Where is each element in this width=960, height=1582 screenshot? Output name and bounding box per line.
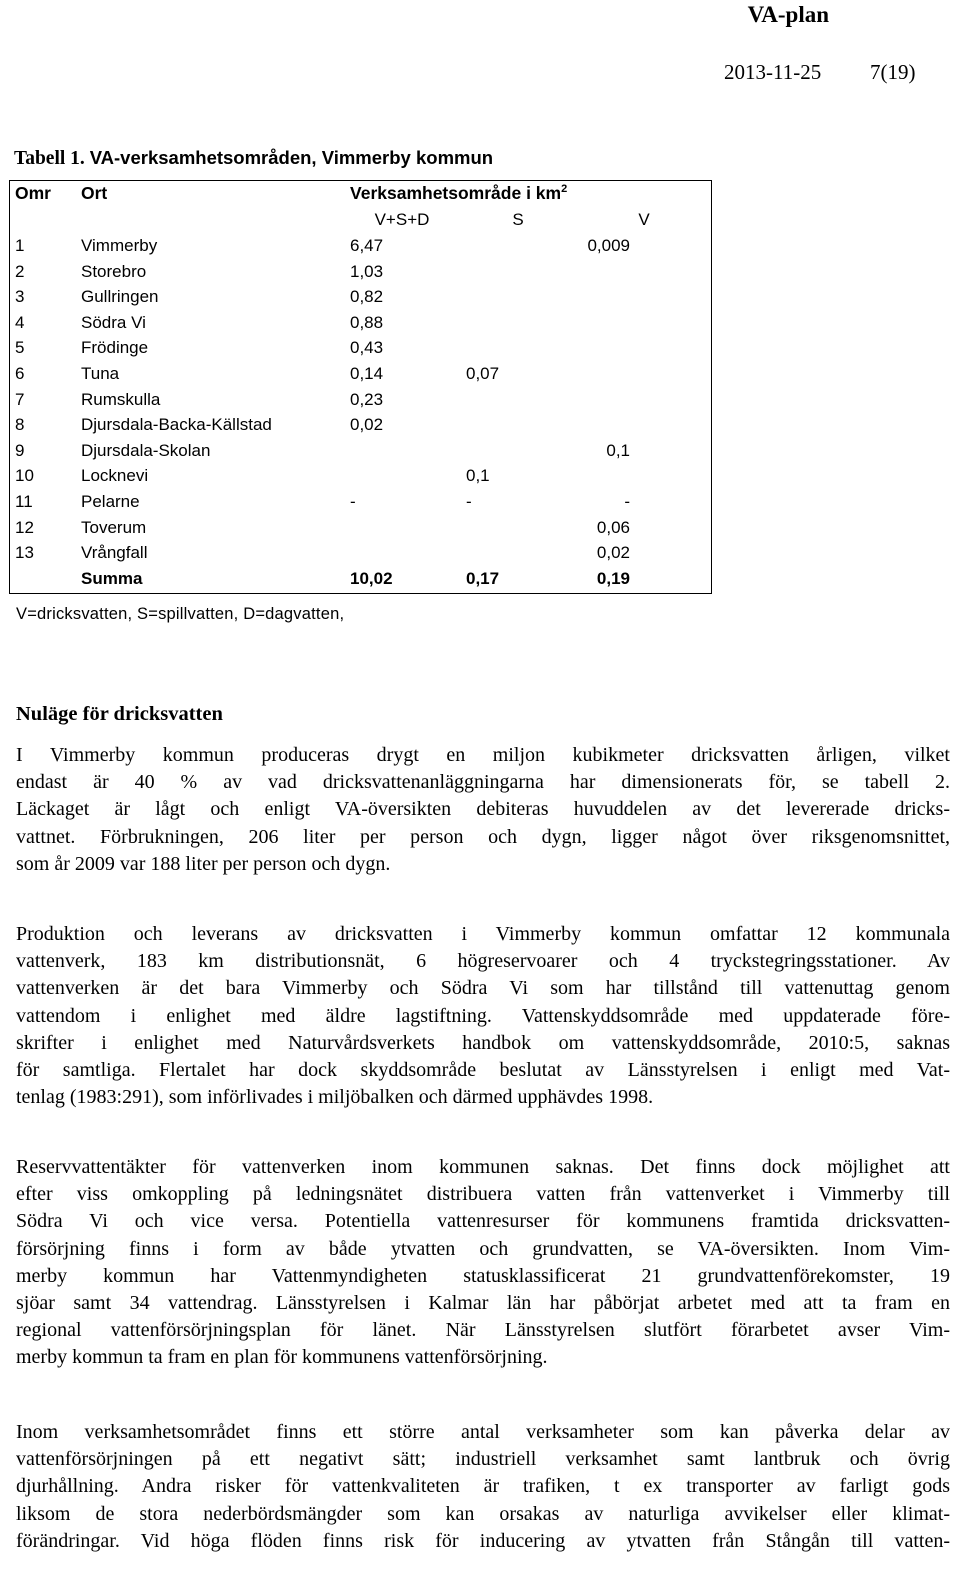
paragraph-line: Läckaget är lågt och enligt VA-översikten debiteras huvuddelen av det levererade dricks- [16,798,950,821]
cell-ort: Djursdala-Backa-Källstad [81,415,272,435]
table-border-right [711,180,712,594]
va-areas-table [9,180,712,591]
paragraph-current-state [16,742,950,878]
paragraph-line: merby kommun har Vattenmyndigheten statusklassificerat 21 grundvattenförekomster, 19 [16,1264,950,1287]
cell-omr: 8 [15,415,25,435]
section-heading: Nuläge för dricksvatten [16,703,223,725]
cell-ort: Vimmerby [81,236,158,255]
paragraph-line: regional vattenförsörjningsplan för länet. När Länsstyrelsen slutfört förarbetet avser Vim- [16,1319,950,1342]
cell-ort: Vrångfall [81,543,148,563]
cell-ort: Tuna [81,363,120,383]
table-header-row [9,180,712,207]
cell-vsd: 0,88 [350,312,384,332]
cell-vsd: 0,82 [350,287,384,307]
sum-empty [9,566,75,592]
table-body [9,233,712,566]
table-row [9,412,712,438]
cell-omr: 10 [15,466,34,486]
cell-s [460,438,576,464]
cell-omr: 7 [15,389,25,409]
table-row [9,233,712,259]
cell-omr: 13 [15,543,34,563]
paragraph-line: Inom verksamhetsområdet finns ett större antal verksamheter som kan påverka delar av [16,1421,950,1443]
paragraph-line: vattendom i enlighet med äldre lagstiftning. Vattenskyddsområde med uppdaterade före- [16,1004,950,1027]
cell-ort: Pelarne [81,491,140,511]
cell-omr: 11 [15,491,33,511]
table-sum-row [9,566,712,592]
paragraph-line: tenlag (1983:291), som införlivades i miljöbalken och därmed upphävdes 1998. [16,1086,654,1109]
paragraph-line: Reservvattentäkter för vattenverken inom kommunen saknas. Det finns dock möjlighet att [16,1156,950,1178]
cell-v [576,284,712,310]
table-label: Tabell 1. [14,148,85,169]
document-title: VA-plan [747,2,829,27]
cell-s [460,310,576,336]
cell-vsd [344,463,460,489]
cell-s [460,233,576,259]
cell-s [460,259,576,285]
cell-v [576,387,712,413]
paragraph-line: merby kommun ta fram en plan för kommunens vattenförsörjning. [16,1346,548,1369]
subheader-s: S [512,210,524,229]
cell-s [460,412,576,438]
cell-vsd [344,438,460,464]
paragraph-line: Södra Vi och vice versa. Potentiella vattenresurser för kommunens framtida dricksvatten- [16,1210,950,1233]
paragraph-line: förändringar. Vid höga flöden finns risk för inducering av ytvatten från Stångån till vatten- [16,1529,950,1552]
cell-omr: 2 [15,261,25,281]
header-area [344,180,712,207]
paragraph-line: vattnet. Förbrukningen, 206 liter per person och dygn, ligger något över riksgenomsnittet, [16,825,950,848]
cell-omr: 6 [15,363,25,383]
cell-v [576,335,712,361]
cell-ort: Gullringen [81,287,159,307]
cell-v [576,259,712,285]
cell-vsd: 0,02 [350,415,384,435]
paragraph-risks [16,1419,950,1555]
cell-v [576,463,712,489]
sum-vsd: 10,02 [350,568,393,588]
cell-s: 0,1 [466,466,490,486]
paragraph-line: djurhållning. Andra risker för vattenkvaliteten är trafiken, t ex transporter av farligt gods [16,1475,950,1498]
paragraph-line: efter viss omkoppling på ledningsnätet distribuera vatten från vattenverket i Vimmerby till [16,1183,950,1206]
subheader-empty [9,207,75,233]
cell-v: 0,1 [606,440,630,460]
table-subheader-row [9,207,712,233]
cell-vsd: 0,43 [350,338,384,358]
paragraph-line: endast är 40 % av vad dricksvattenanläggningarna har dimensionerats för, se tabell 2. [16,771,950,794]
paragraph-line: som år 2009 var 188 liter per person och dygn. [16,852,391,875]
cell-s: 0,07 [466,363,500,383]
cell-ort: Rumskulla [81,389,161,409]
table-row [9,335,712,361]
header-area-label: Verksamhetsområde i km [350,183,562,203]
table-row [9,540,712,566]
cell-s [460,284,576,310]
cell-ort: Djursdala-Skolan [81,440,211,460]
paragraph-line: sjöar samt 34 vattendrag. Länsstyrelsen i Kalmar län har påbörjat arbetet med att ta fram en [16,1292,950,1315]
cell-vsd: 1,03 [350,261,384,281]
paragraph-line: skrifter i enlighet med Naturvårdsverkets handbok om vattenskyddsområde, 2010:5, saknas [16,1031,950,1054]
document-date: 2013-11-25 [724,60,822,84]
cell-vsd [344,540,460,566]
cell-v: 0,009 [587,236,630,255]
cell-omr: 1 [15,236,25,255]
paragraph-reserve-water [16,1154,950,1372]
header-ort: Ort [81,183,108,203]
cell-v: - [624,491,630,511]
cell-vsd: 6,47 [350,236,384,255]
cell-s [460,540,576,566]
table-row [9,387,712,413]
table-border-top [9,180,712,181]
cell-omr: 5 [15,338,25,358]
cell-s [460,515,576,541]
subheader-vsd: V+S+D [374,210,430,229]
paragraph-line: Produktion och leverans av dricksvatten i Vimmerby kommun omfattar 12 kommunala [16,923,950,945]
table-border-left [9,180,10,594]
cell-v: 0,06 [596,517,630,537]
cell-vsd: 0,14 [350,363,384,383]
cell-ort: Södra Vi [81,312,146,332]
table-row [9,489,712,515]
subheader-empty [75,207,344,233]
cell-omr: 4 [15,312,25,332]
paragraph-production [16,921,950,1111]
table-row [9,361,712,387]
subheader-v: V [638,210,650,229]
table-row [9,515,712,541]
cell-s [460,335,576,361]
paragraph-line: vattenförsörjningen på ett negativt sätt; industriell verksamhet samt lantbruk och övrig [16,1448,950,1471]
page-number: 7(19) [870,60,916,84]
sum-s: 0,17 [466,568,500,588]
cell-ort: Frödinge [81,338,149,358]
cell-s [460,387,576,413]
paragraph-line: försörjning finns i form av både ytvatten och grundvatten, se VA-översikten. Inom Vim- [16,1237,950,1260]
cell-omr: 9 [15,440,25,460]
table-caption [14,147,493,170]
paragraph-line: I Vimmerby kommun produceras drygt en miljon kubikmeter dricksvatten årligen, vilket [16,744,950,766]
cell-v [576,310,712,336]
cell-ort: Storebro [81,261,147,281]
sum-v: 0,19 [596,568,630,588]
cell-vsd: 0,23 [350,389,384,409]
table-row [9,438,712,464]
table-caption-text: VA-verksamhetsområden, Vimmerby kommun [89,147,494,168]
cell-v [576,412,712,438]
cell-v [576,361,712,387]
table-row [9,463,712,489]
cell-ort: Locknevi [81,466,149,486]
table-border-bottom [9,593,712,594]
paragraph-line: vattenverken är det bara Vimmerby och Södra Vi som har tillstånd till vattenuttag genom [16,977,950,1000]
paragraph-line: liksom de stora nederbördsmängder som kan orsakas av naturliga avvikelser eller klimat- [16,1502,950,1525]
table-row [9,259,712,285]
cell-v: 0,02 [596,543,630,563]
table-row [9,310,712,336]
cell-ort: Toverum [81,517,147,537]
paragraph-line: vattenverk, 183 km distributionsnät, 6 högreservoarer och 4 tryckstegringsstationer. Av [16,950,950,973]
sum-label: Summa [81,568,143,588]
header-area-sup: 2 [561,183,568,195]
cell-vsd [344,515,460,541]
cell-omr: 12 [15,517,34,537]
paragraph-line: för samtliga. Flertalet har dock skyddsområde beslutat av Länsstyrelsen i enligt med Vat- [16,1059,950,1082]
table-legend: V=dricksvatten, S=spillvatten, D=dagvatten, [16,605,345,623]
header-omr: Omr [15,183,51,203]
cell-vsd: - [350,491,356,511]
table-row [9,284,712,310]
cell-omr: 3 [15,287,25,307]
cell-s: - [466,491,472,511]
